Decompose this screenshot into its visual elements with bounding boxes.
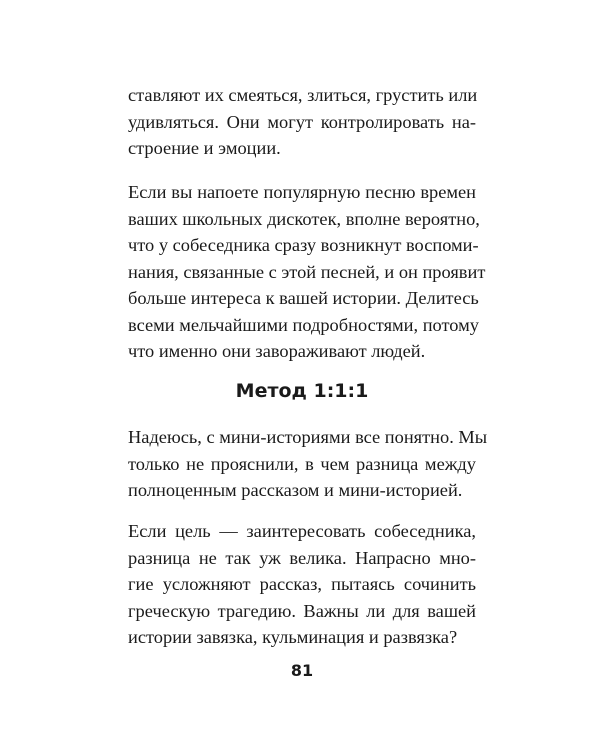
paragraph-line: только не прояснили, в чем разница между [128,453,476,474]
section-heading: Метод 1:1:1 [235,380,369,402]
paragraph-line: гие усложняют рассказ, пытаясь сочинить [128,574,476,594]
paragraph-1 [128,82,476,162]
paragraph-line: удивляться. Они могут контролировать на- [128,111,476,132]
paragraph-line: что у собеседника сразу возникнут воспоми- [128,235,479,255]
paragraph-4 [128,518,476,651]
paragraph-line: всеми мельчайшими подробностями, потому [128,314,479,335]
paragraph-line: греческую трагедию. Важны ли для вашей [128,600,476,621]
paragraph-line: Если цель — заинтересовать собеседника, [128,521,476,541]
paragraph-line: строение и эмоции. [128,138,281,158]
page-number: 81 [290,661,314,680]
paragraph-line: полноценным рассказом и мини-историей. [128,480,463,500]
paragraph-2 [128,179,486,365]
paragraph-line: Если вы напоете популярную песню времен [128,182,476,202]
paragraph-line: что именно они завораживают людей. [128,341,426,361]
paragraph-line: разница не так уж велика. Напрасно мно- [128,547,476,568]
paragraph-line: ставляют их смеяться, злиться, грустить или [128,85,478,105]
paragraph-line: больше интереса к вашей истории. Делитесь [128,288,479,308]
paragraph-line: ваших школьных дискотек, вполне вероятно, [128,208,480,229]
paragraph-line: Надеюсь, с мини-историями все понятно. Мы [128,427,488,447]
paragraph-line: истории завязка, кульминация и развязка? [128,627,458,647]
paragraph-line: нания, связанные с этой песней, и он проявит [128,261,486,282]
paragraph-3 [128,424,488,504]
